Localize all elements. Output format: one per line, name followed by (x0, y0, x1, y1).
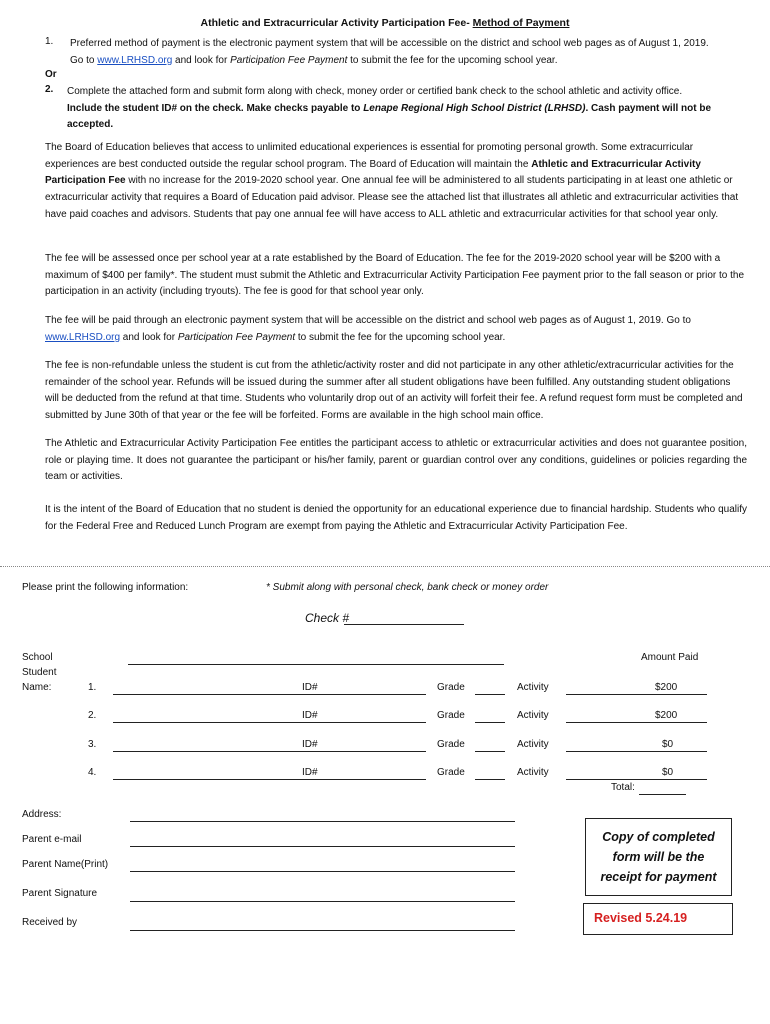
row-number: 3. (88, 739, 97, 750)
id-label: ID# (302, 682, 318, 693)
method-2-text (67, 84, 747, 134)
received-by-field[interactable] (130, 930, 515, 931)
parent-name-field[interactable] (130, 871, 515, 872)
grade-field[interactable] (475, 694, 505, 695)
paragraph-board (45, 140, 747, 224)
receipt-note-box (585, 818, 732, 896)
page-title (0, 17, 770, 29)
row-number: 4. (88, 767, 97, 778)
receipt-note-line1: Copy of completed (602, 830, 715, 844)
address-field[interactable] (130, 821, 515, 822)
grade-field[interactable] (475, 779, 505, 780)
amount-paid-label: Amount Paid (641, 652, 699, 663)
activity-field[interactable] (566, 722, 707, 723)
para3-a: The fee will be paid through an electronic payment system that will be accessible on the district and school web pages as of August 1, 2019. Go to (45, 315, 691, 326)
method-2-line1: Complete the attached form and submit form along with check, money order or certified bank check to the school athletic and activity office. (67, 86, 683, 97)
amount-value: $200 (655, 682, 678, 693)
activity-label: Activity (517, 710, 549, 721)
title-underlined: Method of Payment (472, 17, 570, 29)
method-1-italic: Participation Fee Payment (230, 54, 348, 66)
total-label: Total: (611, 782, 635, 793)
activity-label: Activity (517, 767, 549, 778)
school-field[interactable] (128, 664, 504, 665)
activity-label: Activity (517, 682, 549, 693)
paragraph-refund: The fee is non-refundable unless the student is cut from the athletic/activity roster and did not participate in any other athletic/extracurricular activities for the remainder of the school year. Refunds will be issued during the summer after all student obligations have been fulfilled. Any outstanding student obligations will be deducted from the refund at that time. Students who voluntarily drop out of an activity will forfeit their fee. A refund request form must be completed and submitted by June 30th of that year or the fee will be forfeited. Forms are available in the high school main office. (45, 360, 743, 422)
lrhsd-link-2[interactable]: www.LRHSD.org (45, 331, 121, 343)
received-by-label: Received by (22, 917, 78, 928)
student-name-field[interactable] (113, 722, 426, 723)
activity-label: Activity (517, 739, 549, 750)
activity-field[interactable] (566, 694, 707, 695)
para1-b: with no increase for the 2019-2020 school year. One annual fee will be administered to all students participating in at least one athletic or extracurricular activity that requires a Board of Education paid advisor. Please see the attached list that illustrates all athletic and extracurricular activities that have paid coaches and advisors. Students that pay one annual fee will have access to ALL athletic and extracurricular activities for that school year only. (45, 175, 739, 220)
parent-email-label: Parent e-mail (22, 834, 82, 845)
revised-box (583, 903, 733, 935)
student-label: Student (22, 667, 57, 678)
revised-date: Revised 5.24.19 (594, 911, 688, 925)
row-number: 1. (88, 682, 97, 693)
paragraph-electronic-payment (45, 313, 747, 346)
parent-signature-label: Parent Signature (22, 888, 98, 899)
receipt-note-line2: form will be the (612, 850, 705, 864)
parent-name-label: Parent Name(Print) (22, 859, 109, 870)
para3-c: to submit the fee for the upcoming school year. (295, 331, 506, 343)
student-name-field[interactable] (113, 694, 426, 695)
id-label: ID# (302, 710, 318, 721)
parent-email-field[interactable] (130, 846, 515, 847)
method-2 (0, 84, 770, 134)
para3-italic: Participation Fee Payment (177, 331, 296, 343)
receipt-note-line3: receipt for payment (600, 870, 717, 884)
activity-field[interactable] (566, 751, 707, 752)
row-number: 2. (88, 710, 97, 721)
method-2-bold-a: Include the student ID# on the check. Make checks payable to (67, 102, 364, 114)
para1-bold: Athletic and Extracurricular Activity Participation Fee (45, 158, 701, 187)
para3-b: and look for (120, 331, 178, 343)
check-number-field[interactable] (344, 624, 464, 625)
method-1-text-c: and look for (172, 54, 231, 66)
lrhsd-link[interactable]: www.LRHSD.org (97, 54, 173, 66)
id-label: ID# (302, 739, 318, 750)
grade-label: Grade (437, 682, 465, 693)
method-1-text (70, 36, 750, 69)
paragraph-hardship: It is the intent of the Board of Education that no student is denied the opportunity for an educational experience due to financial hardship. Students who qualify for the Federal Free and Reduced Lunch Program are exempt from paying the Athletic and Extracurricular Activity Participation Fee. (45, 504, 747, 532)
method-2-number: 2. (45, 84, 54, 95)
total-field[interactable] (639, 794, 686, 795)
address-label: Address: (22, 809, 62, 820)
method-1-text-d: to submit the fee for the upcoming school year. (347, 54, 558, 66)
grade-label: Grade (437, 767, 465, 778)
student-name-field[interactable] (113, 751, 426, 752)
or-label: Or (45, 69, 57, 80)
cut-line (0, 566, 770, 567)
print-info-label: Please print the following information: (22, 582, 189, 593)
method-1-number: 1. (45, 36, 54, 47)
name-label: Name: (22, 682, 52, 693)
title-main: Athletic and Extracurricular Activity Participation Fee- (200, 17, 473, 29)
school-label: School (22, 652, 53, 663)
method-1-line1: Preferred method of payment is the electronic payment system that will be accessible on the district and school web pages as of August 1, 2019. (70, 38, 709, 49)
parent-signature-field[interactable] (130, 901, 515, 902)
submit-note: * Submit along with personal check, bank check or money order (266, 582, 549, 593)
amount-value: $0 (662, 767, 674, 778)
method-2-payable: Lenape Regional High School District (LRHSD) (363, 102, 586, 114)
amount-value: $200 (655, 710, 678, 721)
receipt-note-text (586, 827, 731, 887)
activity-field[interactable] (566, 779, 707, 780)
grade-label: Grade (437, 739, 465, 750)
amount-value: $0 (662, 739, 674, 750)
para1-a: The Board of Education believes that access to unlimited educational experiences is essential for promoting personal growth. Some extracurricular experiences are best conducted outside the regular school program. The Board of Education will maintain the (45, 142, 694, 170)
method-1-goto: Go to (70, 54, 98, 66)
id-label: ID# (302, 767, 318, 778)
paragraph-fee-assessment: The fee will be assessed once per school year at a rate established by the Board of Education. The fee for the 2019-2020 school year will be $200 with a maximum of $400 per family*. The student must submit the Athletic and Extracurricular Activity Participation Fee payment prior to the fall season or prior to the participation in an activity (including tryouts). The fee is good for that school year only. (45, 253, 745, 298)
method-2-bold-b: . Cash payment will not be accepted. (67, 102, 712, 131)
grade-field[interactable] (475, 751, 505, 752)
paragraph-entitlement: The Athletic and Extracurricular Activity Participation Fee entitles the participant access to athletic or extracurricular activities and does not guarantee position, role or playing time. It does not guarantee the participant or his/her family, parent or guardian control over any conditions, guidelines or policies regarding the team or activities. (45, 438, 747, 483)
student-name-field[interactable] (113, 779, 426, 780)
check-number-label: Check # (305, 611, 350, 625)
method-1 (0, 36, 770, 70)
grade-label: Grade (437, 710, 465, 721)
grade-field[interactable] (475, 722, 505, 723)
